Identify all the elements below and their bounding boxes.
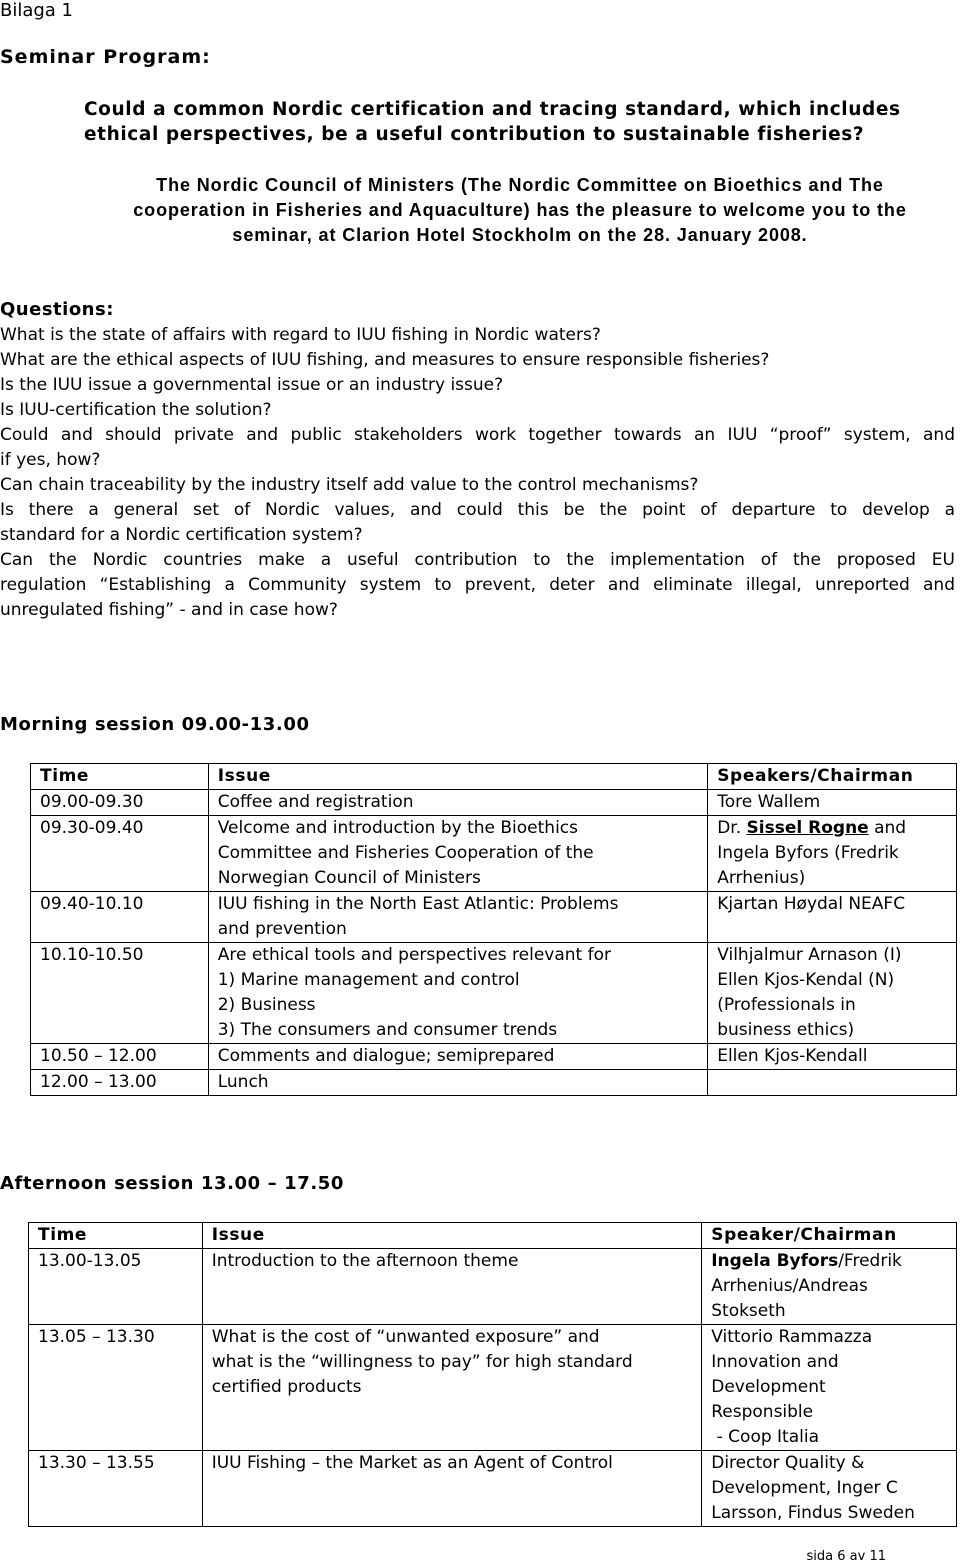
time-cell: 09.00-09.30 — [31, 790, 209, 816]
time-cell: 09.30-09.40 — [31, 816, 209, 892]
issue-cell: Velcome and introduction by the Bioethics Committee and Fisheries Cooperation of the Norwegian Council of Ministers — [208, 816, 708, 892]
column-header-speaker: Speaker/Chairman — [702, 1223, 957, 1249]
table-row — [31, 892, 957, 943]
time-cell: 09.40-10.10 — [31, 892, 209, 943]
question-line: unregulated fishing” - and in case how? — [0, 600, 338, 620]
intro-paragraph — [80, 173, 960, 248]
issue-cell: Coffee and registration — [208, 790, 708, 816]
time-cell: 13.00-13.05 — [29, 1249, 203, 1325]
intro-line-1: The Nordic Council of Ministers (The Nordic Committee on Bioethics and The — [156, 175, 884, 195]
question-line: Can the Nordic countries make a useful contribution to the implementation of the proposed EU — [0, 550, 955, 570]
question-line: Could and should private and public stakeholders work together towards an IUU “proof” system, and — [0, 425, 955, 445]
afternoon-schedule-table — [28, 1222, 957, 1527]
issue-cell: IUU Fishing – the Market as an Agent of Control — [202, 1451, 702, 1527]
question-line: Is the IUU issue a governmental issue or an industry issue? — [0, 375, 504, 395]
question-line: What is the state of affairs with regard to IUU fishing in Nordic waters? — [0, 325, 601, 345]
afternoon-session-title: Afternoon session 13.00 – 17.50 — [0, 1173, 345, 1194]
table-header-row — [31, 764, 957, 790]
question-line: standard for a Nordic certification system? — [0, 525, 363, 545]
table-row — [29, 1325, 957, 1451]
speaker-link[interactable]: Sissel Rogne — [746, 818, 869, 838]
issue-cell: IUU fishing in the North East Atlantic: Problems and prevention — [208, 892, 708, 943]
question-line: Can chain traceability by the industry itself add value to the control mechanisms? — [0, 475, 699, 495]
speaker-cell: Dr. Sissel Rogne and Ingela Byfors (Fredrik Arrhenius) — [708, 816, 957, 892]
time-cell: 10.10-10.50 — [31, 943, 209, 1044]
question-line: if yes, how? — [0, 450, 101, 470]
question-line: Is IUU-certification the solution? — [0, 400, 272, 420]
column-header-speaker: Speakers/Chairman — [708, 764, 957, 790]
issue-cell: Comments and dialogue; semiprepared — [208, 1044, 708, 1070]
speaker-cell: Vittorio Rammazza Innovation and Development Responsible - Coop Italia — [702, 1325, 957, 1451]
intro-line-3: seminar, at Clarion Hotel Stockholm on the 28. January 2008. — [232, 225, 808, 245]
questions-heading: Questions: — [0, 299, 114, 320]
time-cell: 13.30 – 13.55 — [29, 1451, 203, 1527]
table-row — [31, 1070, 957, 1096]
time-cell: 10.50 – 12.00 — [31, 1044, 209, 1070]
main-question: Could a common Nordic certification and tracing standard, which includes ethical perspectives, be a useful contribution to sustainable fisheries? — [84, 99, 901, 145]
table-row — [31, 1044, 957, 1070]
program-title: Seminar Program: — [0, 46, 211, 68]
time-cell: 12.00 – 13.00 — [31, 1070, 209, 1096]
column-header-issue: Issue — [202, 1223, 702, 1249]
issue-cell: Introduction to the afternoon theme — [202, 1249, 702, 1325]
issue-cell: What is the cost of “unwanted exposure” and what is the “willingness to pay” for high standard certified products — [202, 1325, 702, 1451]
speaker-cell: Kjartan Høydal NEAFC — [708, 892, 957, 943]
speaker-cell: Tore Wallem — [708, 790, 957, 816]
table-row — [31, 790, 957, 816]
morning-schedule-table — [30, 763, 957, 1096]
speaker-cell: Ingela Byfors/Fredrik Arrhenius/Andreas Stokseth — [702, 1249, 957, 1325]
speaker-cell: Ellen Kjos-Kendall — [708, 1044, 957, 1070]
table-row — [31, 943, 957, 1044]
questions-list — [0, 323, 955, 623]
question-line: What are the ethical aspects of IUU fishing, and measures to ensure responsible fisheries? — [0, 350, 770, 370]
column-header-time: Time — [29, 1223, 203, 1249]
question-line: Is there a general set of Nordic values, and could this be the point of departure to develop a — [0, 500, 955, 520]
issue-cell: Are ethical tools and perspectives relevant for 1) Marine management and control 2) Business 3) The consumers and consumer trends — [208, 943, 708, 1044]
table-row — [29, 1249, 957, 1325]
morning-session-title: Morning session 09.00-13.00 — [0, 714, 310, 735]
speaker-cell — [708, 1070, 957, 1096]
column-header-issue: Issue — [208, 764, 708, 790]
question-line: regulation “Establishing a Community system to prevent, deter and eliminate illegal, unreported and — [0, 575, 955, 595]
intro-line-2: cooperation in Fisheries and Aquaculture) has the pleasure to welcome you to the — [133, 200, 907, 220]
page-number: sida 6 av 11 — [806, 1549, 886, 1564]
document-label: Bilaga 1 — [0, 0, 74, 21]
table-row — [31, 816, 957, 892]
table-header-row — [29, 1223, 957, 1249]
time-cell: 13.05 – 13.30 — [29, 1325, 203, 1451]
speaker-cell: Vilhjalmur Arnason (I) Ellen Kjos-Kendal (N) (Professionals in business ethics) — [708, 943, 957, 1044]
table-row — [29, 1451, 957, 1527]
speaker-cell: Director Quality & Development, Inger C Larsson, Findus Sweden — [702, 1451, 957, 1527]
issue-cell: Lunch — [208, 1070, 708, 1096]
column-header-time: Time — [31, 764, 209, 790]
